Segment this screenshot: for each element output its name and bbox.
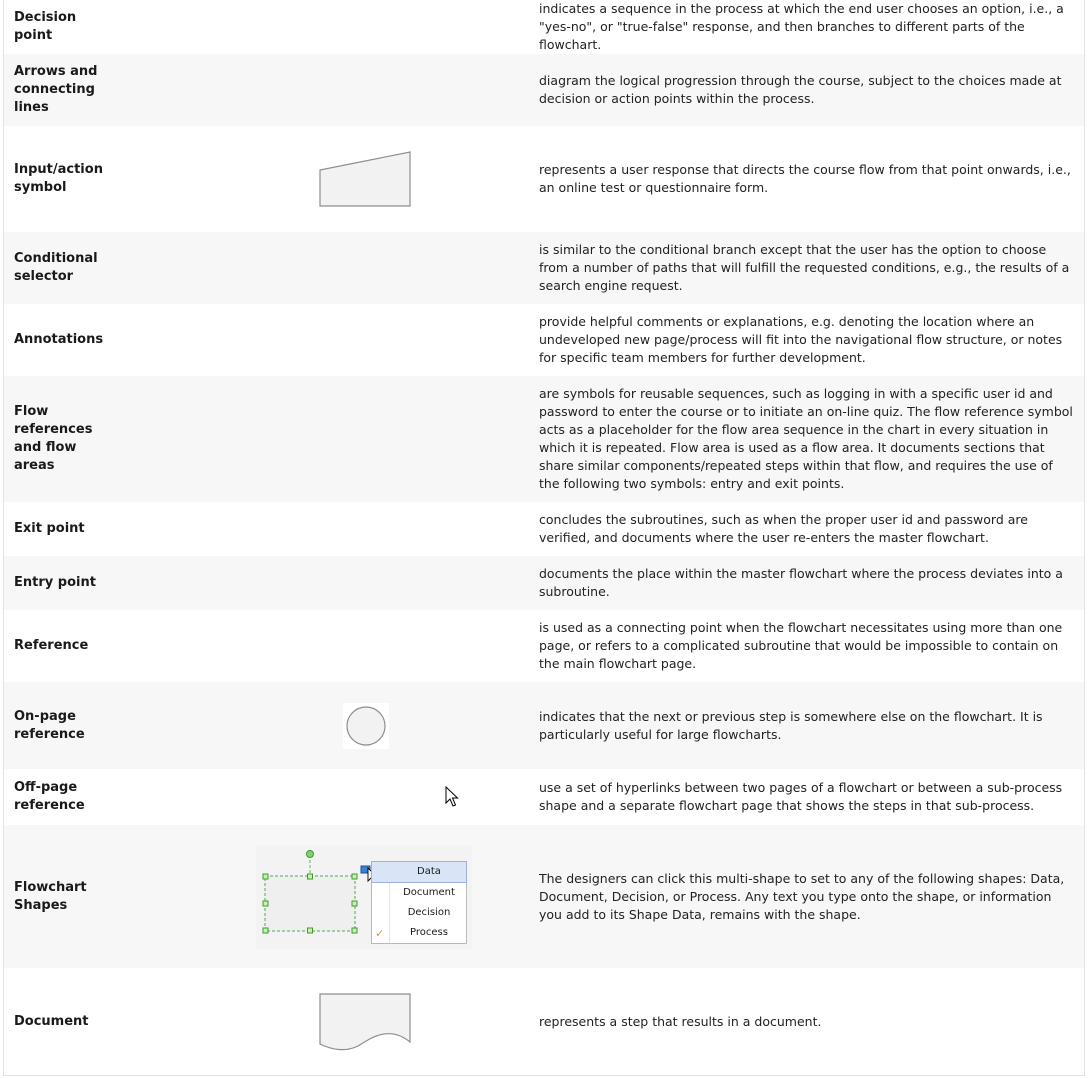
menu-item-process-label: Process bbox=[410, 926, 448, 938]
symbol-name: Input/action symbol bbox=[14, 162, 103, 195]
symbol-name: Flowchart Shapes bbox=[14, 879, 87, 913]
table-row bbox=[4, 54, 1084, 126]
table-row bbox=[4, 126, 1084, 232]
symbol-name: Arrows and connecting lines bbox=[14, 64, 98, 115]
symbol-name: Exit point bbox=[14, 521, 85, 536]
table-row bbox=[4, 232, 1084, 304]
symbol-name: Conditional selector bbox=[14, 251, 98, 284]
symbol-image-cell bbox=[206, 556, 526, 610]
menu-item-process[interactable] bbox=[372, 923, 466, 943]
symbol-description: indicates a sequence in the process at which the end user chooses an option, i.e., a "yes-no", or "true-false" response, and then branches to different parts of the flowchart. bbox=[539, 1, 1064, 52]
symbol-name: Off-page reference bbox=[14, 780, 85, 813]
table-row bbox=[4, 556, 1084, 610]
menu-item-document[interactable]: Document bbox=[403, 886, 455, 898]
symbol-description: is used as a connecting point when the flowchart necessitates using more than one page, or refers to a complicated subroutine that would be impossible to contain on the main flowchart page. bbox=[539, 620, 1063, 671]
table-row bbox=[4, 610, 1084, 682]
symbol-description: represents a step that results in a document. bbox=[539, 1014, 822, 1029]
symbol-description: are symbols for reusable sequences, such as logging in with a specific user id and password to enter the course or to initiate an on-line quiz. The flow reference symbol acts as a placeholder for the flow area sequence in the chart in every situation in which it is repeated. Flow area is used as a flow area. It documents sections that share similar components/repeated steps within that flow, and requires the use of the following two symbols: entry and exit points. bbox=[526, 376, 1084, 502]
table-row bbox=[4, 769, 1084, 825]
table-row bbox=[4, 968, 1084, 1076]
symbol-image-cell bbox=[206, 376, 526, 502]
table-row bbox=[4, 825, 1084, 968]
symbol-name: Decision point bbox=[14, 10, 77, 43]
table-row bbox=[4, 0, 1084, 54]
symbol-name: Flow references and flow areas bbox=[14, 404, 93, 473]
symbol-name: On-page reference bbox=[14, 708, 85, 742]
symbol-description: indicates that the next or previous step is somewhere else on the flowchart. It is particularly useful for large flowcharts. bbox=[526, 682, 1084, 769]
symbol-image-cell bbox=[206, 502, 526, 556]
on-page-reference-circle-icon bbox=[343, 703, 389, 749]
symbol-image-cell bbox=[206, 232, 526, 304]
document-shape-icon bbox=[318, 992, 414, 1052]
symbol-description: diagram the logical progression through the course, subject to the choices made at decision or action points within the process. bbox=[526, 54, 1084, 126]
multi-shape-menu bbox=[371, 861, 467, 944]
symbol-image-cell bbox=[206, 610, 526, 682]
symbol-image-cell bbox=[206, 0, 526, 54]
table-row bbox=[4, 304, 1084, 376]
symbol-description: use a set of hyperlinks between two pages of a flowchart or between a sub-process shape and a separate flowchart page that shows the steps in that sub-process. bbox=[539, 780, 1063, 813]
symbol-image-cell bbox=[206, 54, 526, 126]
symbol-description: provide helpful comments or explanations, e.g. denoting the location where an undeveloped new page/process will fit into the navigational flow structure, or notes for specific team members for further development. bbox=[539, 314, 1063, 365]
checkmark-icon: ✓ bbox=[375, 926, 385, 940]
flowchart-symbols-table bbox=[4, 0, 1084, 1076]
table-row bbox=[4, 376, 1084, 502]
symbol-description: is similar to the conditional branch except that the user has the option to choose from a number of paths that will fulfill the requested conditions, e.g., the results of a search engine request. bbox=[526, 232, 1084, 304]
symbol-description: documents the place within the master flowchart where the process deviates into a subroutine. bbox=[526, 556, 1084, 610]
symbol-name: Entry point bbox=[14, 575, 96, 590]
symbol-description: represents a user response that directs the course flow from that point onwards, i.e., an online test or questionnaire form. bbox=[539, 162, 1071, 195]
symbol-name: Reference bbox=[14, 638, 89, 653]
menu-item-decision[interactable]: Decision bbox=[407, 906, 451, 918]
symbol-name: Annotations bbox=[14, 332, 104, 347]
symbol-name: Document bbox=[14, 1014, 89, 1029]
symbol-description: The designers can click this multi-shape to set to any of the following shapes: Data, Document, Decision, or Process. Any text you type onto the shape, or information you add to its Shape Data, remains with the shape. bbox=[526, 825, 1084, 968]
table-row bbox=[4, 502, 1084, 556]
input-action-shape-icon bbox=[318, 150, 414, 208]
symbol-image-cell bbox=[206, 769, 526, 825]
symbol-description: concludes the subroutines, such as when the proper user id and password are verified, and documents where the user re-enters the master flowchart. bbox=[539, 512, 1028, 545]
menu-item-data[interactable]: Data bbox=[371, 861, 467, 883]
mouse-pointer-icon bbox=[445, 786, 459, 808]
symbol-image-cell bbox=[206, 304, 526, 376]
table-row bbox=[4, 682, 1084, 769]
multi-shape-illustration bbox=[256, 845, 472, 949]
